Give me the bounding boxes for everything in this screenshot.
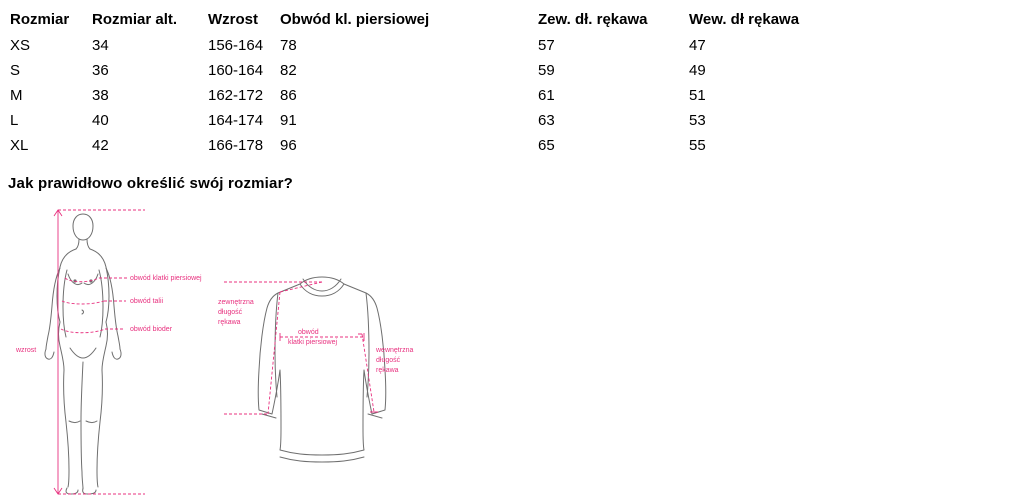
label-outer-sleeve-line2: długość xyxy=(218,309,243,316)
female-body-figure xyxy=(10,202,240,502)
label-chest: obwód klatki piersiowej xyxy=(130,275,202,282)
cell-size: XS xyxy=(10,37,31,54)
shirt-outline-icon xyxy=(258,277,386,462)
table-row xyxy=(10,33,845,58)
label-waist: obwód talii xyxy=(130,298,164,305)
cell-outer-sleeve: 63 xyxy=(538,112,555,129)
column-header-size-alt: Rozmiar alt. xyxy=(92,11,178,28)
cell-outer-sleeve: 59 xyxy=(538,62,555,79)
cell-height: 160-164 xyxy=(208,62,264,79)
cell-size: XL xyxy=(10,137,29,154)
cell-chest: 91 xyxy=(280,112,297,129)
cell-size-alt: 34 xyxy=(92,37,109,54)
size-chart-page xyxy=(0,10,1024,502)
table-header-row xyxy=(10,10,845,33)
label-inner-sleeve-line3: rękawa xyxy=(376,367,399,374)
cell-inner-sleeve: 53 xyxy=(689,112,706,129)
size-table xyxy=(10,10,845,158)
table-row xyxy=(10,58,845,83)
table-row xyxy=(10,108,845,133)
column-header-outer-sleeve: Zew. dł. rękawa xyxy=(538,11,648,28)
cell-size-alt: 42 xyxy=(92,137,109,154)
how-to-measure-heading: Jak prawidłowo określić swój rozmiar? xyxy=(8,175,293,192)
cell-outer-sleeve: 57 xyxy=(538,37,555,54)
cell-height: 162-172 xyxy=(208,87,264,104)
table-row xyxy=(10,133,845,158)
cell-height: 156-164 xyxy=(208,37,264,54)
label-outer-sleeve-line3: rękawa xyxy=(218,319,241,326)
body-measurement-guides xyxy=(54,210,145,494)
cell-inner-sleeve: 51 xyxy=(689,87,706,104)
column-header-chest: Obwód kl. piersiowej xyxy=(280,11,430,28)
cell-chest: 78 xyxy=(280,37,297,54)
cell-size-alt: 40 xyxy=(92,112,109,129)
label-chest-line1: obwód xyxy=(298,329,319,336)
body-outline-icon xyxy=(45,214,121,494)
shirt-figure xyxy=(210,262,460,502)
cell-outer-sleeve: 65 xyxy=(538,137,555,154)
cell-height: 166-178 xyxy=(208,137,264,154)
label-outer-sleeve-line1: zewnętrzna xyxy=(218,299,254,306)
measurement-figures xyxy=(0,202,1024,502)
size-table-body xyxy=(10,33,845,158)
label-chest-line2: klatki piersiowej xyxy=(288,339,338,346)
label-height: wzrost xyxy=(16,347,37,354)
cell-size: M xyxy=(10,87,23,104)
size-table-header xyxy=(10,10,845,33)
cell-height: 164-174 xyxy=(208,112,264,129)
table-row xyxy=(10,83,845,108)
column-header-inner-sleeve: Wew. dł rękawa xyxy=(689,11,800,28)
cell-chest: 82 xyxy=(280,62,297,79)
cell-inner-sleeve: 47 xyxy=(689,37,706,54)
cell-size: S xyxy=(10,62,21,79)
cell-chest: 86 xyxy=(280,87,297,104)
label-hips: obwód bioder xyxy=(130,326,173,333)
cell-outer-sleeve: 61 xyxy=(538,87,555,104)
cell-chest: 96 xyxy=(280,137,297,154)
label-inner-sleeve-line1: wewnętrzna xyxy=(376,347,414,354)
column-header-size: Rozmiar xyxy=(10,11,70,28)
cell-inner-sleeve: 49 xyxy=(689,62,706,79)
cell-inner-sleeve: 55 xyxy=(689,137,706,154)
cell-size-alt: 36 xyxy=(92,62,109,79)
column-header-height: Wzrost xyxy=(208,11,258,28)
label-inner-sleeve-line2: długość xyxy=(376,357,401,364)
shirt-measurement-labels xyxy=(218,299,413,374)
cell-size: L xyxy=(10,112,19,129)
cell-size-alt: 38 xyxy=(92,87,109,104)
